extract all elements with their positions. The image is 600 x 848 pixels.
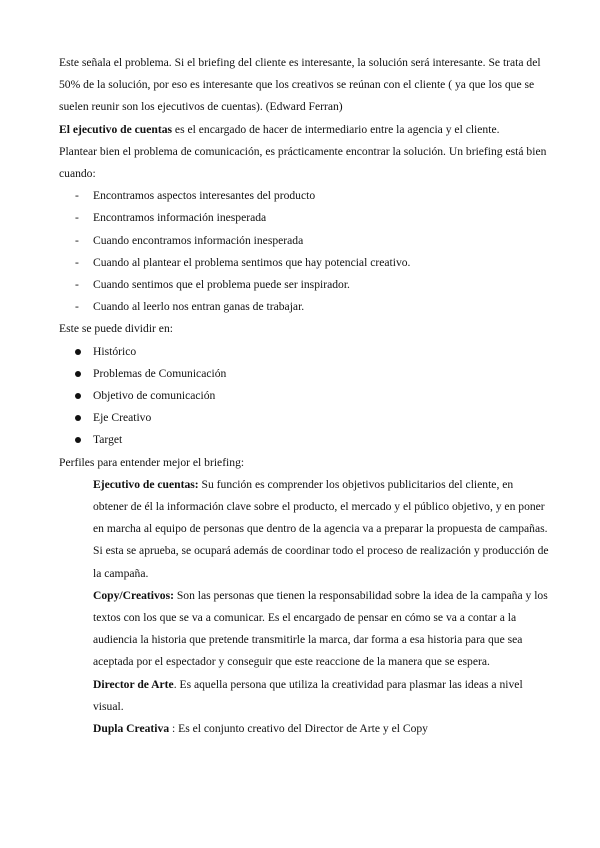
perfil-title: Dupla Creativa [93, 722, 170, 736]
briefing-parts-list [59, 341, 550, 452]
list-item [59, 407, 550, 429]
bullet-icon [75, 349, 81, 355]
perfil-title: Copy/Creativos: [93, 588, 174, 602]
list-item [59, 207, 550, 229]
bullet-icon [75, 371, 81, 377]
ejecutivo-definition: es el encargado de hacer de intermediario entre la agencia y el cliente. [172, 122, 500, 136]
bullet-icon [75, 437, 81, 443]
list-item-text: Eje Creativo [93, 411, 152, 425]
list-item-text: Encontramos información inesperada [93, 211, 267, 225]
perfil-copy [93, 585, 550, 674]
perfil-director-arte [93, 674, 550, 718]
perfil-text: . Es aquella persona que utiliza la creatividad para plasmar las ideas a nivel visual. [93, 677, 523, 713]
list-item [59, 274, 550, 296]
list-item-text: Cuando sentimos que el problema puede ser inspirador. [93, 278, 350, 292]
briefing-paragraph: Plantear bien el problema de comunicación, es prácticamente encontrar la solución. Un briefing está bien cuando: [59, 144, 547, 181]
dash-marker: - [75, 233, 79, 247]
perfil-title: Director de Arte [93, 677, 174, 691]
bullet-icon [75, 393, 81, 399]
list-item-text: Objetivo de comunicación [93, 389, 216, 403]
list-item [59, 252, 550, 274]
list-item-text: Histórico [93, 344, 137, 358]
list-item [59, 230, 550, 252]
perfil-text: Son las personas que tienen la responsabilidad sobre la idea de la campaña y los textos con los que se va a comunicar. Es el encargado de pensar en cómo se va a contar a la audiencia la historia que pretende transmitirle la marca, dar forma a esa historia para que sea aceptada por el espectador y conseguir que este reaccione de la manera que se espera. [93, 588, 548, 669]
ejecutivo-term: El ejecutivo de cuentas [59, 122, 173, 136]
list-item [59, 429, 550, 451]
list-item-text: Target [93, 433, 123, 447]
list-item-text: Encontramos aspectos interesantes del producto [93, 189, 316, 203]
perfil-dupla-creativa [93, 718, 550, 740]
dash-marker: - [75, 278, 79, 292]
perfiles-heading: Perfiles para entender mejor el briefing: [59, 455, 245, 469]
list-item [59, 341, 550, 363]
intro-paragraph: Este señala el problema. Si el briefing del cliente es interesante, la solución será interesante. Se trata del 50% de la solución, por eso es interesante que los creativos se reúnan con el cliente ( ya que los que se suelen reunir son los ejecutivos de cuentas). (Edward Ferran) [59, 56, 541, 114]
list-item-text: Cuando al leerlo nos entran ganas de trabajar. [93, 300, 305, 314]
list-item [59, 296, 550, 318]
briefing-conditions-list [59, 185, 550, 318]
list-item-text: Problemas de Comunicación [93, 366, 227, 380]
dash-marker: - [75, 255, 79, 269]
perfil-text: Su función es comprender los objetivos publicitarios del cliente, en obtener de él la información clave sobre el producto, el mercado y el público objetivo, y en poner en marcha al equipo de personas que dentro de la agencia va a preparar la propuesta de campañas. Si esta se aprueba, se ocupará además de coordinar todo el proceso de realización y producción de la campaña. [93, 477, 549, 580]
perfil-text: : Es el conjunto creativo del Director de Arte y el Copy [169, 722, 428, 736]
perfiles-section [59, 474, 550, 740]
dash-marker: - [75, 300, 79, 314]
dash-marker: - [75, 189, 79, 203]
bullet-icon [75, 415, 81, 421]
perfil-title: Ejecutivo de cuentas: [93, 477, 199, 491]
divide-heading: Este se puede dividir en: [59, 322, 173, 336]
perfil-ejecutivo [93, 474, 550, 585]
list-item [59, 363, 550, 385]
list-item [59, 185, 550, 207]
dash-marker: - [75, 211, 79, 225]
list-item [59, 385, 550, 407]
ejecutivo-paragraph [59, 119, 550, 141]
list-item-text: Cuando al plantear el problema sentimos que hay potencial creativo. [93, 255, 411, 269]
list-item-text: Cuando encontramos información inesperada [93, 233, 304, 247]
